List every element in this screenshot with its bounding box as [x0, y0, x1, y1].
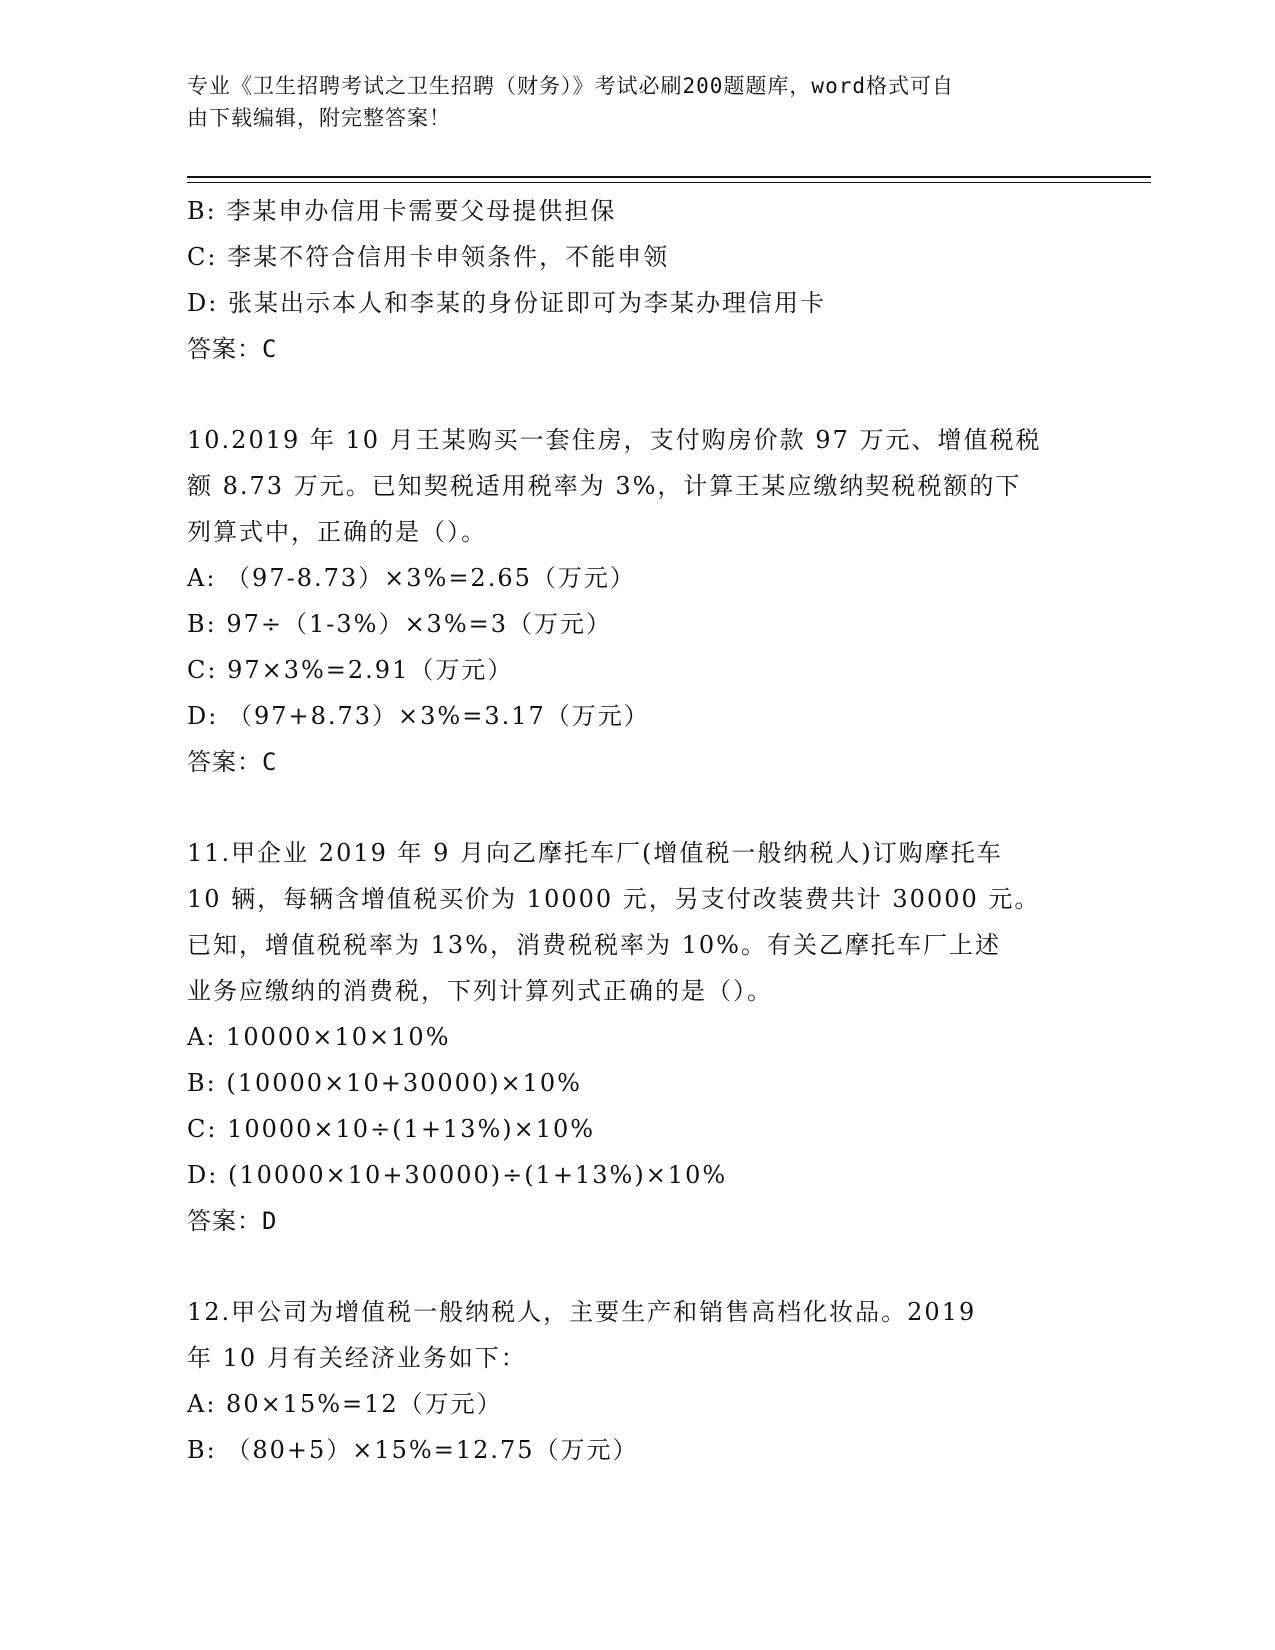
q10-option-b: B: 97÷（1-3%）×3%=3（万元）: [187, 610, 613, 638]
q10-option-d: D: （97+8.73）×3%=3.17（万元）: [187, 702, 650, 730]
q10-stem-line-3: 列算式中，正确的是（）。: [187, 518, 487, 546]
q11-stem-line-4: 业务应缴纳的消费税，下列计算列式正确的是（）。: [187, 977, 773, 1005]
q11-answer: 答案：D: [187, 1207, 278, 1235]
q10-option-c: C: 97×3%=2.91（万元）: [187, 656, 514, 684]
q10-option-a: A: （97-8.73）×3%=2.65（万元）: [187, 564, 636, 592]
header-line-2: 由下载编辑，附完整答案！: [187, 106, 451, 130]
spacer: [187, 785, 1087, 830]
q12-option-b: B: （80+5）×15%=12.75（万元）: [187, 1436, 639, 1464]
q10-answer: 答案：C: [187, 748, 278, 776]
q11-stem-line-3: 已知，增值税税率为 13%，消费税税率为 10%。有关乙摩托车厂上述: [187, 931, 1001, 959]
q9-option-b: B: 李某申办信用卡需要父母提供担保: [187, 197, 617, 225]
spacer: [187, 372, 1087, 417]
document-header: [187, 70, 1067, 134]
question-content: [187, 188, 1087, 1473]
question-10: [187, 417, 1087, 785]
q10-stem-line-2: 额 8.73 万元。已知契税适用税率为 3%，计算王某应缴纳契税税额的下: [187, 472, 1022, 500]
q9-answer: 答案：C: [187, 335, 278, 363]
header-divider-thick: [187, 176, 1151, 178]
question-12: [187, 1289, 1087, 1473]
spacer: [187, 1244, 1087, 1289]
q9-option-c: C: 李某不符合信用卡申领条件，不能申领: [187, 243, 670, 271]
header-divider-thin: [187, 182, 1151, 183]
q11-stem-line-2: 10 辆，每辆含增值税买价为 10000 元，另支付改装费共计 30000 元。: [187, 885, 1041, 913]
q11-option-d: D: (10000×10+30000)÷(1+13%)×10%: [187, 1161, 728, 1189]
q12-stem-line-2: 年 10 月有关经济业务如下：: [187, 1344, 527, 1372]
q12-stem-line-1: 12.甲公司为增值税一般纳税人，主要生产和销售高档化妆品。2019: [187, 1298, 977, 1326]
q11-option-a: A: 10000×10×10%: [187, 1023, 451, 1051]
q11-option-b: B: (10000×10+30000)×10%: [187, 1069, 582, 1097]
q12-option-a: A: 80×15%=12（万元）: [187, 1390, 503, 1418]
q11-option-c: C: 10000×10÷(1+13%)×10%: [187, 1115, 596, 1143]
q9-option-d: D: 张某出示本人和李某的身份证即可为李某办理信用卡: [187, 289, 826, 317]
question-11: [187, 830, 1087, 1244]
header-line-1: 专业《卫生招聘考试之卫生招聘（财务）》考试必刷200题题库，word格式可自: [187, 74, 954, 98]
question-9: [187, 188, 1087, 372]
q10-stem-line-1: 10.2019 年 10 月王某购买一套住房，支付购房价款 97 万元、增值税税: [187, 426, 1042, 454]
q11-stem-line-1: 11.甲企业 2019 年 9 月向乙摩托车厂(增值税一般纳税人)订购摩托车: [187, 839, 1003, 867]
